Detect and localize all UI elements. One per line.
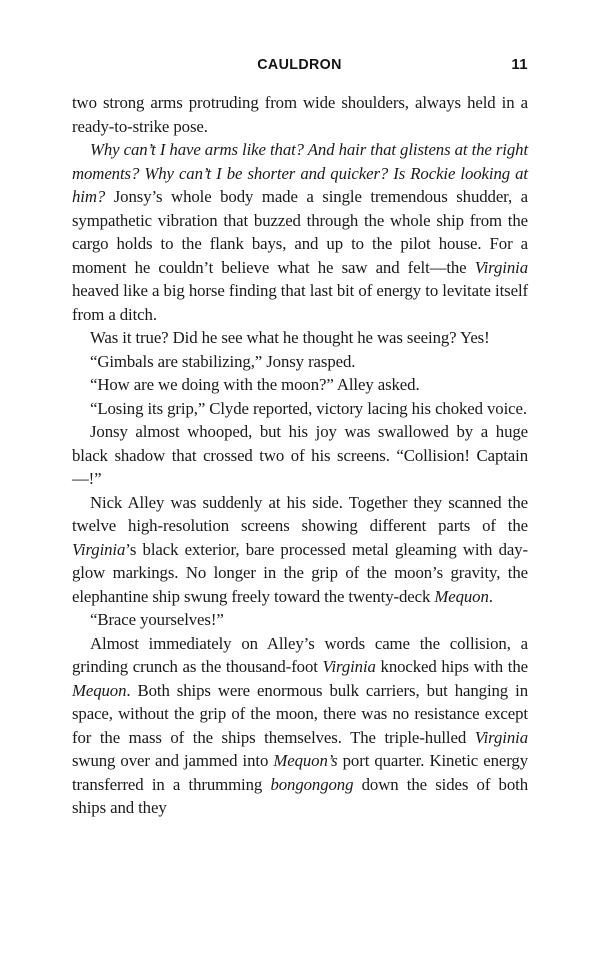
text-run: port quarter. Kinetic energy transferred in a thrumming (72, 751, 528, 794)
italic-text-run: bongongong (270, 774, 354, 794)
text-run: Nick Alley was suddenly at his side. Together they scanned the twelve high-resolution screens showing different parts of the (72, 492, 528, 535)
italic-text-run: Virginia (474, 727, 528, 747)
text-run: Jonsy almost whooped, but his joy was swallowed by a huge black shadow that crossed two of his screens. “Collision! Captain—!” (72, 422, 528, 488)
text-run: Jonsy’s whole body made a single tremendous shudder, a sympathetic vibration that buzzed through the whole ship from the cargo holds to the flank bays, and up to the pilot house. For a moment he couldn’t believe what he saw and felt—the (72, 187, 528, 277)
text-run: “Losing its grip,” Clyde reported, victory lacing his choked voice. (90, 398, 527, 418)
text-run: ’s black exterior, bare processed metal gleaming with day-glow markings. No longer in the grip of the moon’s gravity, the elephantine ship swung freely toward the twenty-deck (72, 539, 528, 606)
paragraph (72, 138, 528, 326)
italic-text-run: Virginia (474, 257, 528, 277)
text-run: Was it true? Did he see what he thought he was seeing? Yes! (90, 328, 490, 347)
text-run: swung over and jammed into (72, 751, 274, 770)
page-body (72, 91, 528, 820)
paragraph (72, 350, 528, 374)
italic-text-run: Why can’t I have arms like that? And hair that glistens at the right moments? Why can’t I be shorter and quicker? Is Rockie looking at him? (72, 140, 529, 206)
text-run: . (488, 586, 493, 606)
paragraph (72, 91, 528, 138)
italic-text-run: Virginia (322, 657, 376, 676)
paragraph (72, 608, 528, 632)
text-run: Almost immediately on Alley’s words came the collision, a grinding crunch as the thousand-foot (72, 633, 528, 676)
paragraph (72, 491, 528, 609)
paragraph (72, 373, 528, 397)
italic-text-run: Virginia (72, 539, 126, 559)
paragraph (72, 632, 528, 820)
text-run: heaved like a big horse finding that last bit of energy to levitate itself from a ditch. (72, 281, 528, 324)
running-header (72, 56, 528, 73)
paragraph (72, 420, 528, 491)
paragraph (72, 326, 528, 350)
paragraph (72, 397, 528, 421)
running-header-title: CAULDRON (257, 56, 343, 73)
text-run: two strong arms protruding from wide shoulders, always held in a ready-to-strike pose. (72, 93, 528, 136)
text-run: “How are we doing with the moon?” Alley asked. (90, 375, 420, 394)
text-run: down the sides of both ships and they (72, 774, 528, 817)
text-run: knocked hips with the (375, 657, 528, 676)
italic-text-run: Mequon’s (273, 751, 338, 770)
italic-text-run: Mequon (72, 680, 127, 700)
text-run: “Brace yourselves!” (90, 610, 224, 629)
text-run: . Both ships were enormous bulk carriers, but hanging in space, without the grip of the moon, there was no resistance except for the mass of the ships themselves. The triple-hulled (72, 680, 528, 747)
text-run: “Gimbals are stabilizing,” Jonsy rasped. (90, 351, 356, 371)
italic-text-run: Mequon (434, 586, 489, 606)
page-number: 11 (511, 56, 528, 73)
